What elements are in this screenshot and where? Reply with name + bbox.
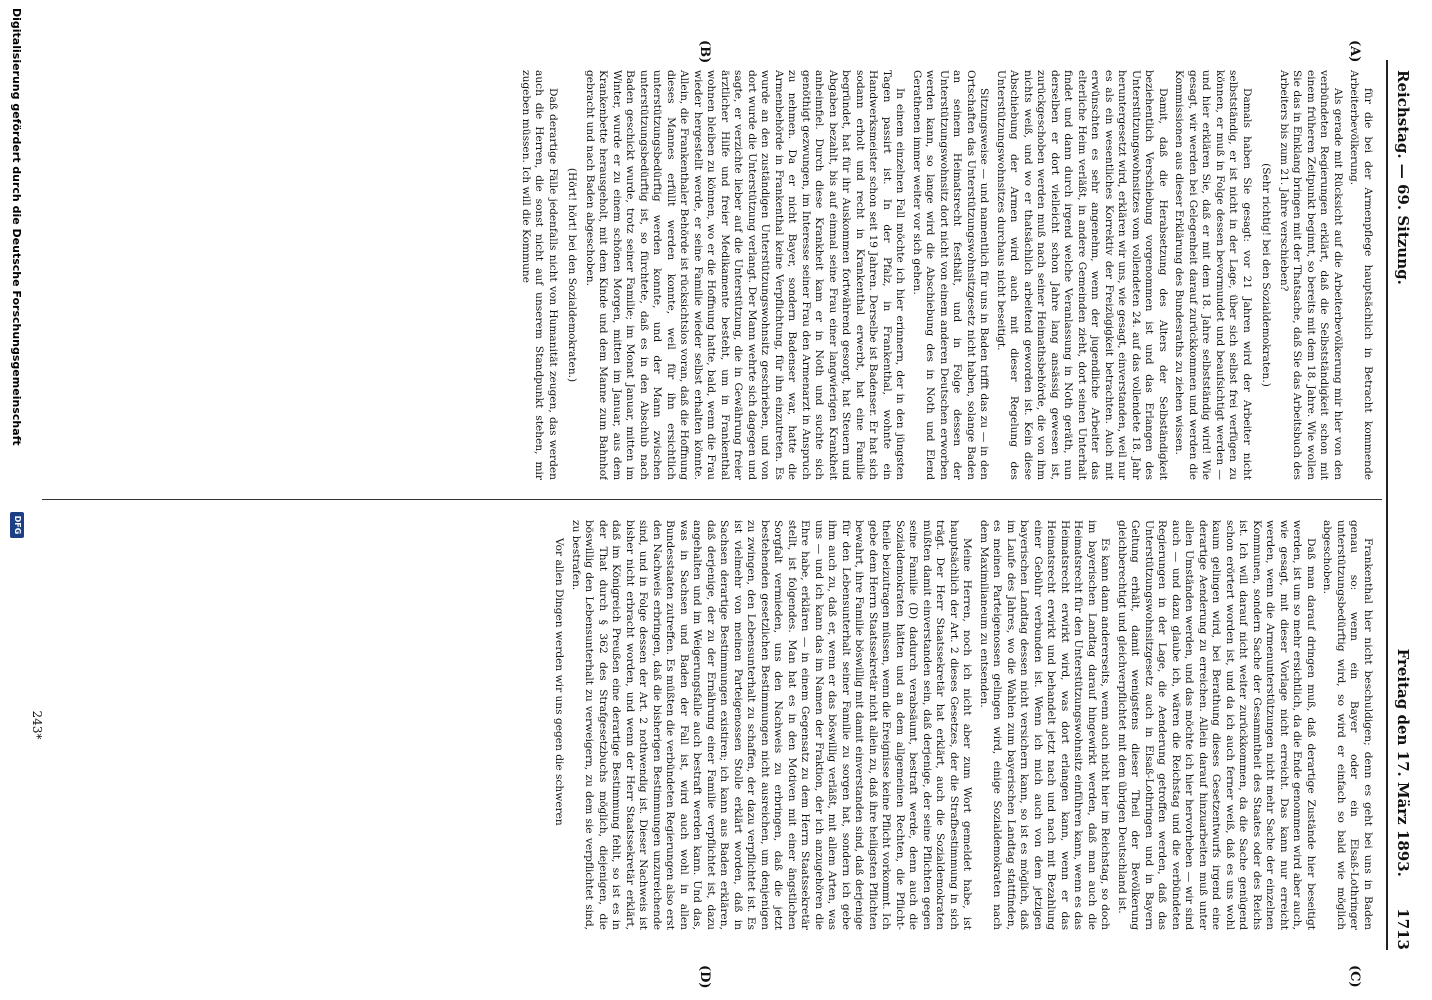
paragraph: Damit, daß die Herabsetzung des Alters der Selbständigkeit beziehentlich Verschiebung vorgenommen ist und das Erlangen des Unterstützungswohnsitzes vom vollendeten 24. auf das vollendete 18. Jahr heruntergesetzt wird, erklären wir uns, wie gesagt, einverstanden, weil nur es als ein wesentliches Korrektiv der Freizügigkeit betrachten. Auch mit erwünschten es sehr angenehm, wenn der jugendliche Arbeiter das elterliche Heim verläßt, in andere Gemeinden zieht, dort seinen Unterhalt findet und dann durch irgend welche Veranlassung in Noth geräth, nun derselben er dort vielleicht schon Jahre lang ansässig gewesen ist, zurückgeschoben werden muß nach seiner Heimathsbehörde, die von ihm nichts weiß, und wo er thatsächlich arbeitend geworden ist. Kein diese Abschiebung der Armen wird auch mit dieser Regelung des Unterstützungswohnsitzes durchaus nicht beseitigt. bbox=[995, 70, 1169, 480]
margin-letter-c: (C) bbox=[1347, 965, 1362, 988]
right-column bbox=[44, 520, 1374, 930]
interjection: (Hört! hört! bei den Sozialdemokraten.) bbox=[566, 167, 579, 383]
margin-letter-b: (B) bbox=[697, 40, 712, 64]
margin-letter-d: (D) bbox=[697, 965, 712, 989]
column-divider bbox=[42, 499, 1382, 500]
paragraph: Daß derartige Fälle jedenfalls nicht von Humanität zeugen, das werden auch die Herren, die sonst nicht auf unserem Standpunkt stehen, mir zugeben müssen. Ich will die Kommune bbox=[520, 70, 559, 480]
footer-credit: Digitalisierung gefördert durch die Deutsche Forschungsgemeinschaft bbox=[10, 8, 23, 446]
dfg-logo-icon: DFG bbox=[10, 512, 24, 538]
header-left: Reichstag. — 69. Sitzung. bbox=[1394, 70, 1412, 285]
paragraph: Daß man darauf dringen muß, daß derartige Zustände hier beseitigt werden, ist um so mehr ersichtlich, da die Ende genommen wird aber auch, wie gesagt, mit dieser Vorlage nicht erreicht. Das kann nur erreicht werden, wenn die Armenunterstützungen nicht mehr Sache der einzelnen Kommunen, sondern Sache der Gesammtheit des Staates oder des Reichs ist. Ich will darauf nicht weiter zurückkommen, da die Sache genügend schon erörtert worden ist, und da ich auch ferner weiß, daß es uns wohl kaum gelingen wird, bei Berathung dieses Gesetzentwurfs irgend eine derartige Aenderung zu erreichen. Allein darauf hinzuarbeiten muß unter allen Umständen werden, und das möchte ich hier hervorheben — wir sind auch — und dazu glaube ich, wären die Reichstag und die verbündeten Regierungen in der Lage, die Aenderung getroffen werden, daß das Unterstützungswohnsitzgesetz auch in Elsaß-Lothringen und in Bayern Geltung erhält, damit wenigstens dieser Theil der Bevölkerung gleichberechtigt und gleichverpflichtet mit dem übrigen Deutschland ist. bbox=[1116, 520, 1317, 930]
running-header bbox=[1390, 70, 1412, 950]
paragraph: Sitzungsweise — und namentlich für uns in Baden trifft das zu — in den Ortschaften das Unterstützungswohnsitzgesetz nicht haben, solange Baden an seinem Heimatsrecht festhält, und in Folge dessen der Unterstützungswohnsitz dort nicht von einem anderen Deutschen erworben werden kann, so lange wird die Abschiebung des in Noth und Elend Gerathenen immer weiter vor sich gehen. bbox=[911, 70, 991, 480]
footer-bar bbox=[2, 0, 26, 1000]
paragraph: Meine Herren, noch ich nicht aber zum Wort gemeldet habe, ist hauptsächlich der Art. 2 dieses Gesetzes, der die Strafbestimmung in sich trägt. Der Herr Staatssekretär hat erklärt, auch die Sozialdemokraten müßten damit einverstanden sein, daß derjenige, der seine Pflichten gegen seine Familie (D) dadurch verabsäumt, bestraft werde, denn auch die Sozialdemokraten hätten und an dem allgemeinen Rechten, die Pflichttheile beizutragen müssen, wenn die Ereignisse keine Pflicht vorkommt. Ich gebe dem Herrn Staatssekretär nicht allein zu, daß ihre heiligsten Pflichten bewahrt, ihre Familie böswillig mit damit einverstanden sind, daß derjenige für den Lebensunterhalt seiner Familie zu sorgen hat, sondern ich gebe ihm auch zu, daß er, wenn er das böswillig verläßt, mit allem Arten, was uns — und ich kann das im Namen der Fraktion, der ich anzugehören die Ehre habe, erklären — in einem Gegensatz zu dem Herrn Staatssekretär stellt, ist folgendes. Man hat es in den Motiven mit einer ängstlichen Sorgfalt vermieden, uns den Nachweis zu erbringen, daß die jetzt bestehenden gesetzlichen Bestimmungen nicht ausreichen, um denjenigen zu zwingen, den Lebensunterhalt zu schaffen, der dazu verpflichtet ist. Es ist vielmehr von meinen Parteigenossen Stolle erklärt worden, daß in Sachsen derartige Bestimmungen existiren; ich kann aus Baden erklären, daß derjenige, der zu der Ernährung einer Familie verpflichtet ist, dazu angehalten und im Weigerungsfalle auch bestraft werden kann. Und das, was in Sachsen und Baden der Fall ist, wird auch wohl in allen Bundesstaaten zutreffen. Es müßten die verbündeten Regierungen also erst den Nachweis erbringen, daß die bisherigen Bestimmungen unzureichende sind, und in Folge dessen der Art. 2 nothwendig ist. Dieser Nachweis ist bisher nicht erbracht worden, und wenn der Herr Staatssekretär erklärt, daß im Königreich Preußen eine derartige Bestimmung fehlt, so ist es in der That durch § 362 des Strafgesetzbuchs möglich, diejenigen, die böswillig den Lebensunterhalt zu verweigern, zu dem sie verpflichtet sind, zu bestrafen. bbox=[570, 520, 974, 930]
paragraph: Als gerade mit Rücksicht auf die Arbeiterbevölkerung mir hier von den verbündeten Regierungen erklärt, daß die Selbstständigkeit schon mit einem früheren Zeitpunkt beginnt, so bereits mit dem 18. Jahre. Wie wollen Sie das in Einklang bringen mit der Thatsache, daß Sie das Arbeitsbuch des Arbeiters bis zum 21. Jahre verschieben? bbox=[1278, 70, 1344, 480]
header-right bbox=[1394, 649, 1412, 950]
margin-letter-a: (A) bbox=[1347, 40, 1362, 63]
paragraph: Es kann dann andererseits, wenn auch nicht hier im Reichstag, so doch im bayerischen Landtag darauf hingewirkt werden, daß man auch die Heimatsrecht für den Unterstützungswohnsitz einführen kann, wenn es das Heimatsrecht erwirkt wird, was dort erlangen kann, wenn er das Heimatsrecht erwirkt und behandelt jetzt nach und nach mit Bezahlung einer Gebühr verbunden ist. Wenn ich mich auch von dem jetzigen bayerischen Landtag dessen nicht versichern kann, so ist es möglich, daß im Laufe des Jahres, wo die Wahlen zum bayerischen Landtag stattfinden, es meinen Parteigenossen gelingen wird, einige Sozialdemokraten nach dem Maximilianeum zu entsenden. bbox=[978, 520, 1112, 930]
page-number: 1713 bbox=[1394, 908, 1412, 950]
header-rule bbox=[1386, 60, 1388, 950]
printer-signature: 243* bbox=[30, 710, 44, 740]
left-column bbox=[44, 70, 1374, 480]
paragraph: In einem einzelnen Fall möchte ich hier erinnern, der in den jüngsten Tagen passirt ist. In der Pfalz, in Frankenthal, wohnte ein Handwerksmeister schon seit 19 Jahren. Derselbe ist Badenser. Er hat sich sodann erholt und recht in Krankenthal erwerbt, hat eine Familie begründet, hat für ihr Auskommen fortwährend gesorgt, hat Steuern und Abgaben bezahlt, bis auf einmal seine Frau einer langwierigen Krankheit anheimfiel. Durch diese Krankheit kam er in Noth und suchte sich genöthigt gezwungen, im Interesse seiner Frau den Armenarzt in Anspruch zu nehmen. Da er nicht Bayer, sondern Badenser war, hatte die Armenbehörde in Frankenthal keine Verpflichtung, für ihn einzutreten. Es wurde an den zuständigen Unterstützungswohnsitz geschrieben, und von dort wurde die Unterstützung verlangt. Der Mann wehrte sich dagegen und sagte, er verzichte lieber auf die Unterstützung, die in Gewährung freier ärztlicher Hilfe und freier Medikamente besteht, um in Frankenthal wohnen bleiben zu können, wo er die Hoffnung hatte, bald, wenn die Frau wieder hergestellt werde, er seine Familie wieder selbst erhalten könnte. Allein, die Frankenthaler Behörde ist rücksichtslos voran, daß die Hoffnung dieses Mannes erfüllt werden konnte, weil für ihn ersichtlich unterstützungsbedürftig werden konnte, und der Mann zwischen unterstützungsbedürftig ist, so fürchtete, daß es in den Abschub nach Baden geschickt wurde, trotz seiner Familie; im Monat Januar, mitten im Winter, wurde er zu einem schönen Morgen, mitten im Januar, aus dem Krankenbette herausgeholt, mit dem Kinde und dem Manne zum Bahnhof gebracht und nach Baden abgeschoben. bbox=[584, 70, 907, 480]
paragraph: Frankenthal hier nicht beschuldigen; denn es geht bei uns in Baden genau so: wenn ein Bayer oder ein Elsaß-Lothringer unterstützungsbedürftig wird, so wird er einfach so bald wie möglich abgeschoben. bbox=[1321, 520, 1374, 930]
paragraph: für die bei der Armenpflege hauptsächlich in Betracht kommende Arbeiterbevölkerung. bbox=[1348, 70, 1374, 480]
paragraph: Vor allen Dingen werden wir uns gegen die schweren bbox=[553, 538, 566, 826]
interjection: (Sehr richtig! bei den Sozialdemokraten.) bbox=[1260, 163, 1273, 387]
header-date: Freitag den 17. März 1893. bbox=[1394, 648, 1412, 877]
paragraph: Damals haben Sie gesagt: vor 21 Jahren wird der Arbeiter nicht selbstständig, er ist nicht in der Lage, über sich selbst frei verfügen zu können, er muß in Folge dessen bevormundet und beaufsichtigt werden — und hier erklären Sie, daß er mit dem 18. Jahre selbstständig wird! Wie gesagt, wir werden bei Gelegenheit darauf zurückkommen und werden die Kommissionen aus dieser Erklärung des Bundesraths zu ziehen wissen. bbox=[1173, 70, 1253, 480]
